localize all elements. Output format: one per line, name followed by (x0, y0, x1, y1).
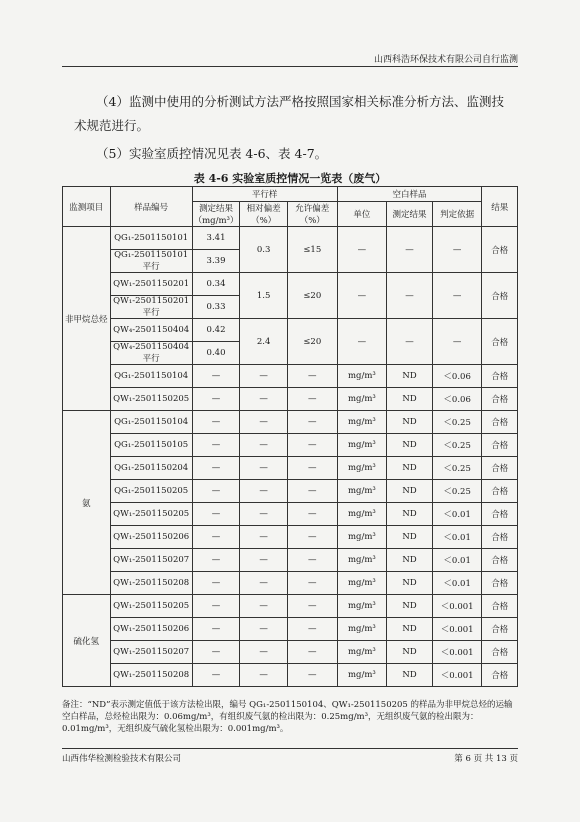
cell-rel-dev: — (240, 641, 288, 664)
table-caption: 表 4-6 实验室质控情况一览表（废气） (193, 172, 387, 185)
col-sample: 样品编号 (110, 187, 192, 227)
cell-measured: — (192, 457, 240, 480)
cell-unit: mg/m³ (337, 480, 387, 503)
table-row (63, 411, 518, 434)
cell-unit: mg/m³ (337, 641, 387, 664)
cell-allow-dev: — (287, 411, 337, 434)
cell-blank-result: — (387, 227, 433, 273)
page-number: 第 6 页 共 13 页 (454, 754, 518, 764)
cell-measured: — (192, 480, 240, 503)
cell-unit: — (337, 319, 387, 365)
cell-blank-result: ND (387, 411, 433, 434)
cell-conclusion: 合格 (482, 411, 518, 434)
cell-unit: mg/m³ (337, 457, 387, 480)
col-basis: 判定依据 (432, 202, 482, 227)
table-row (63, 549, 518, 572)
cell-measured: — (192, 503, 240, 526)
cell-conclusion: 合格 (482, 641, 518, 664)
cell-basis: ＜0.001 (432, 595, 482, 618)
cell-allow-dev: ≤20 (287, 319, 337, 365)
col-parallel: 平行样 (192, 187, 337, 202)
cell-sample: QG₁-2501150104 (110, 411, 192, 434)
cell-sample: QW₁-2501150206 (110, 618, 192, 641)
cell-basis: — (432, 227, 482, 273)
cell-blank-result: — (387, 273, 433, 319)
cell-conclusion: 合格 (482, 618, 518, 641)
cell-conclusion: 合格 (482, 595, 518, 618)
cell-unit: mg/m³ (337, 434, 387, 457)
table-row (63, 365, 518, 388)
table-row (63, 595, 518, 618)
cell-sample: QW₁-2501150207 (110, 549, 192, 572)
cell-basis: ＜0.01 (432, 503, 482, 526)
cell-conclusion: 合格 (482, 319, 518, 365)
cell-measured: 0.34 (192, 273, 240, 296)
table-row (63, 457, 518, 480)
cell-rel-dev: — (240, 664, 288, 687)
cell-sample: QG₁-2501150105 (110, 434, 192, 457)
cell-sample: QW₁-2501150208 (110, 664, 192, 687)
cell-blank-result: ND (387, 664, 433, 687)
cell-sample: QG₁-2501150101平行 (110, 250, 192, 273)
cell-sample: QW₁-2501150205 (110, 595, 192, 618)
cell-basis: ＜0.01 (432, 572, 482, 595)
cell-rel-dev: — (240, 572, 288, 595)
cell-conclusion: 合格 (482, 365, 518, 388)
cell-blank-result: ND (387, 503, 433, 526)
cell-unit: — (337, 273, 387, 319)
cell-measured: — (192, 572, 240, 595)
cell-allow-dev: — (287, 503, 337, 526)
cell-blank-result: ND (387, 480, 433, 503)
cell-rel-dev: 2.4 (240, 319, 288, 365)
cell-sample: QW₁-2501150205 (110, 503, 192, 526)
cell-allow-dev: — (287, 664, 337, 687)
cell-sample: QW₁-2501150207 (110, 641, 192, 664)
col-measured: 测定结果（mg/m³） (192, 202, 240, 227)
cell-sample: QG₁-2501150101 (110, 227, 192, 250)
cell-rel-dev: — (240, 595, 288, 618)
cell-basis: ＜0.001 (432, 641, 482, 664)
cell-sample: QW₁-2501150206 (110, 526, 192, 549)
cell-measured: 0.33 (192, 296, 240, 319)
cell-allow-dev: — (287, 480, 337, 503)
cell-conclusion: 合格 (482, 227, 518, 273)
cell-conclusion: 合格 (482, 388, 518, 411)
cell-conclusion: 合格 (482, 549, 518, 572)
footer-divider (62, 748, 518, 749)
cell-unit: mg/m³ (337, 595, 387, 618)
cell-unit: — (337, 227, 387, 273)
cell-conclusion: 合格 (482, 503, 518, 526)
table-row (63, 664, 518, 687)
cell-allow-dev: — (287, 595, 337, 618)
cell-unit: mg/m³ (337, 388, 387, 411)
cell-rel-dev: — (240, 411, 288, 434)
cell-sample: QG₁-2501150104 (110, 365, 192, 388)
cell-allow-dev: — (287, 572, 337, 595)
cell-conclusion: 合格 (482, 273, 518, 319)
cell-basis: — (432, 273, 482, 319)
col-unit: 单位 (337, 202, 387, 227)
cell-measured: — (192, 411, 240, 434)
cell-allow-dev: — (287, 457, 337, 480)
cell-allow-dev: ≤15 (287, 227, 337, 273)
cell-blank-result: — (387, 319, 433, 365)
cell-basis: ＜0.25 (432, 411, 482, 434)
cell-rel-dev: — (240, 618, 288, 641)
col-conclusion: 结果 (482, 187, 518, 227)
table-row (63, 480, 518, 503)
cell-rel-dev: 0.3 (240, 227, 288, 273)
cell-allow-dev: — (287, 365, 337, 388)
qc-table (62, 186, 518, 687)
header-divider (62, 66, 518, 67)
paragraph-4-cont: 术规范进行。 (74, 118, 150, 133)
cell-blank-result: ND (387, 457, 433, 480)
table-row (63, 227, 518, 250)
table-row (63, 434, 518, 457)
cell-measured: — (192, 434, 240, 457)
cell-basis: ＜0.25 (432, 434, 482, 457)
table-row (63, 618, 518, 641)
cell-measured: 3.41 (192, 227, 240, 250)
cell-rel-dev: — (240, 503, 288, 526)
cell-blank-result: ND (387, 641, 433, 664)
cell-blank-result: ND (387, 388, 433, 411)
cell-measured: — (192, 388, 240, 411)
table-row (63, 526, 518, 549)
cell-measured: — (192, 641, 240, 664)
table-row (63, 273, 518, 296)
cell-basis: ＜0.25 (432, 480, 482, 503)
cell-sample: QW₁-2501150208 (110, 572, 192, 595)
cell-conclusion: 合格 (482, 526, 518, 549)
table-notes: 备注：“ND”表示测定值低于该方法检出限，编号 QG₁-2501150104、QW₁-2501150205 的样品为非甲烷总烃的运输空白样品，总烃检出限为：0.06mg/m³，有组织废气氨的检出限为：0.25mg/m³，无组织废气氨的检出限为：0.01mg/m³，无组织废气硫化氢检出限为：0.001mg/m³。 (62, 700, 513, 734)
cell-blank-result: ND (387, 572, 433, 595)
cell-basis: ＜0.06 (432, 365, 482, 388)
cell-unit: mg/m³ (337, 503, 387, 526)
table-row (63, 641, 518, 664)
cell-blank-result: ND (387, 595, 433, 618)
cell-rel-dev: — (240, 365, 288, 388)
cell-unit: mg/m³ (337, 618, 387, 641)
col-allow-dev: 允许偏差（%） (287, 202, 337, 227)
footer-company: 山西伟华检测检验技术有限公司 (62, 754, 182, 764)
cell-unit: mg/m³ (337, 572, 387, 595)
cell-sample: QW₄-2501150404 (110, 319, 192, 342)
cell-measured: — (192, 595, 240, 618)
cell-measured: — (192, 618, 240, 641)
cell-sample: QW₁-2501150201 (110, 273, 192, 296)
table-row (63, 319, 518, 342)
cell-basis: ＜0.01 (432, 526, 482, 549)
cell-unit: mg/m³ (337, 411, 387, 434)
cell-item: 氨 (63, 411, 111, 595)
cell-unit: mg/m³ (337, 526, 387, 549)
cell-basis: ＜0.001 (432, 664, 482, 687)
cell-conclusion: 合格 (482, 572, 518, 595)
cell-measured: — (192, 664, 240, 687)
cell-measured: — (192, 365, 240, 388)
cell-basis: — (432, 319, 482, 365)
cell-rel-dev: — (240, 549, 288, 572)
cell-blank-result: ND (387, 434, 433, 457)
cell-blank-result: ND (387, 618, 433, 641)
cell-rel-dev: — (240, 457, 288, 480)
cell-sample: QG₁-2501150204 (110, 457, 192, 480)
cell-allow-dev: — (287, 388, 337, 411)
cell-basis: ＜0.06 (432, 388, 482, 411)
cell-conclusion: 合格 (482, 457, 518, 480)
cell-conclusion: 合格 (482, 480, 518, 503)
col-blank-result: 测定结果 (387, 202, 433, 227)
cell-rel-dev: — (240, 480, 288, 503)
cell-blank-result: ND (387, 526, 433, 549)
cell-conclusion: 合格 (482, 664, 518, 687)
cell-measured: 0.42 (192, 319, 240, 342)
cell-conclusion: 合格 (482, 434, 518, 457)
cell-unit: mg/m³ (337, 664, 387, 687)
cell-measured: 3.39 (192, 250, 240, 273)
cell-allow-dev: — (287, 618, 337, 641)
table-row (63, 503, 518, 526)
cell-rel-dev: — (240, 526, 288, 549)
cell-allow-dev: — (287, 549, 337, 572)
cell-rel-dev: — (240, 388, 288, 411)
cell-rel-dev: 1.5 (240, 273, 288, 319)
cell-allow-dev: — (287, 434, 337, 457)
col-rel-dev: 相对偏差（%） (240, 202, 288, 227)
cell-measured: — (192, 549, 240, 572)
paragraph-5: （5）实验室质控情况见表 4-6、表 4-7。 (96, 146, 328, 161)
col-item: 监测项目 (63, 187, 111, 227)
table-row (63, 572, 518, 595)
cell-basis: ＜0.001 (432, 618, 482, 641)
cell-sample: QG₁-2501150205 (110, 480, 192, 503)
cell-sample: QW₁-2501150201平行 (110, 296, 192, 319)
cell-allow-dev: ≤20 (287, 273, 337, 319)
cell-rel-dev: — (240, 434, 288, 457)
cell-allow-dev: — (287, 526, 337, 549)
cell-measured: — (192, 526, 240, 549)
header-company: 山西科浩环保技术有限公司自行监测 (373, 55, 518, 65)
cell-sample: QW₄-2501150404平行 (110, 342, 192, 365)
cell-measured: 0.40 (192, 342, 240, 365)
table-row (63, 388, 518, 411)
cell-unit: mg/m³ (337, 365, 387, 388)
cell-item: 硫化氢 (63, 595, 111, 687)
cell-allow-dev: — (287, 641, 337, 664)
paragraph-4: （4）监测中使用的分析测试方法严格按照国家相关标准分析方法、监测技 (96, 94, 504, 109)
cell-basis: ＜0.01 (432, 549, 482, 572)
col-blank: 空白样品 (337, 187, 482, 202)
cell-item: 非甲烷总烃 (63, 227, 111, 411)
cell-sample: QW₁-2501150205 (110, 388, 192, 411)
cell-blank-result: ND (387, 549, 433, 572)
cell-blank-result: ND (387, 365, 433, 388)
cell-unit: mg/m³ (337, 549, 387, 572)
cell-basis: ＜0.25 (432, 457, 482, 480)
